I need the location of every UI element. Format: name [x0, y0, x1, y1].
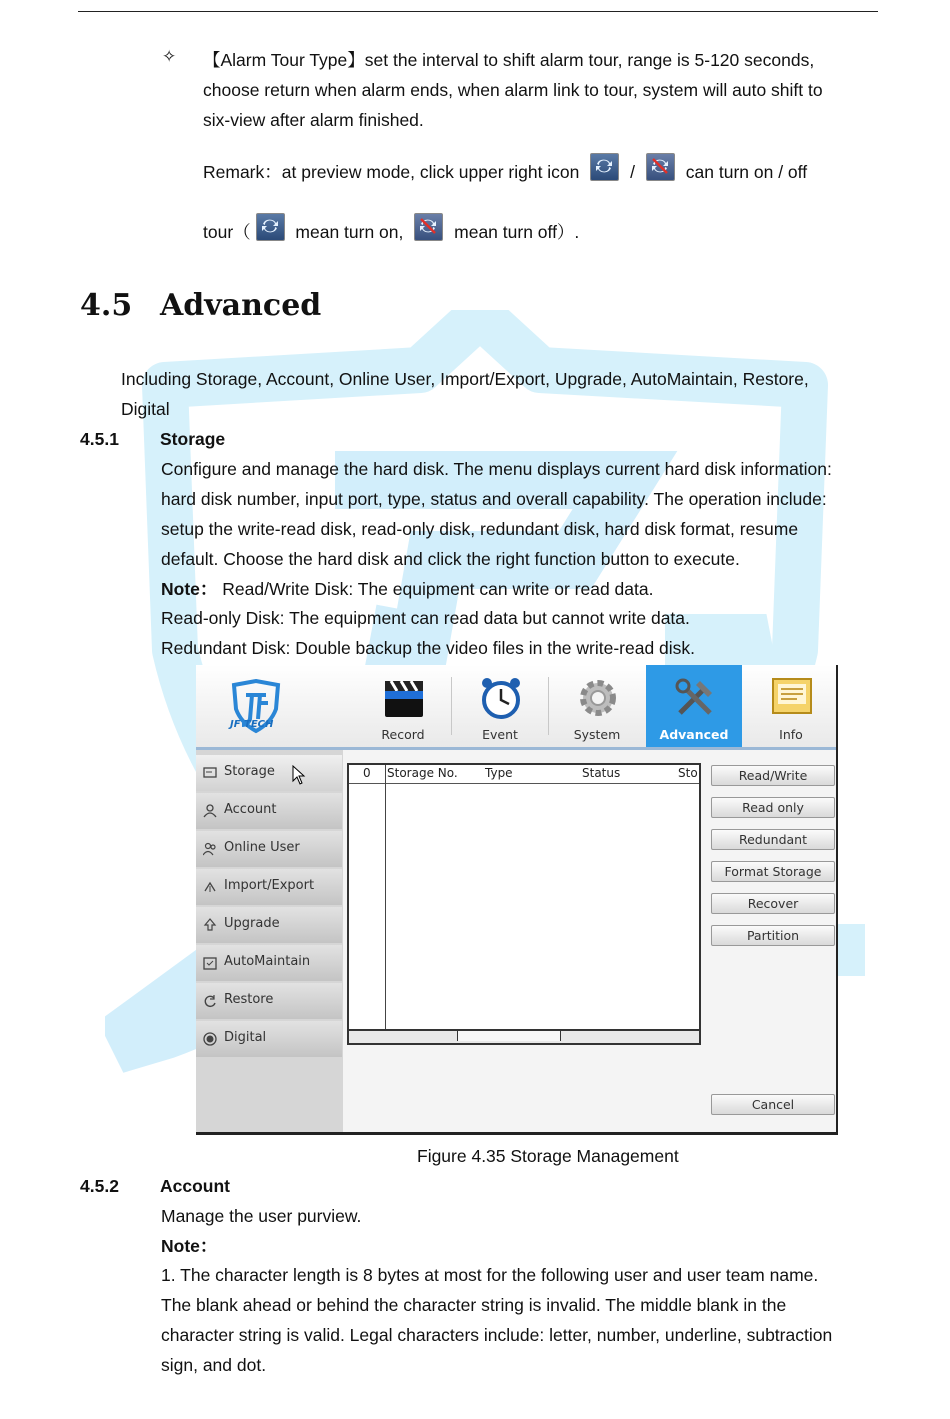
section-title: Advanced	[160, 288, 322, 323]
sidebar-item-restore[interactable]	[196, 983, 342, 1019]
table-header	[349, 765, 699, 784]
gear-icon	[575, 675, 621, 721]
sidebar-item-label: Online User	[224, 840, 300, 855]
storage-panel	[343, 750, 836, 1132]
nav-advanced[interactable]	[646, 665, 742, 747]
storage-note-line: Read-only Disk: The equipment can read data but cannot write data.	[161, 608, 690, 628]
user-icon	[203, 804, 217, 818]
tour-text-b: mean turn on,	[295, 222, 404, 242]
column-divider	[385, 765, 386, 1029]
sidebar-item-label: Upgrade	[224, 916, 280, 931]
storage-icon	[203, 766, 217, 780]
digital-icon	[203, 1032, 217, 1046]
account-note-line: sign, and dot.	[161, 1355, 267, 1375]
nav-label: Advanced	[659, 727, 729, 742]
nav-label: Event	[482, 727, 518, 742]
storage-note-line	[161, 574, 653, 604]
tour-on-icon	[256, 213, 285, 241]
nav-label: System	[573, 727, 621, 742]
read-write-button[interactable]: Read/Write	[711, 765, 835, 786]
remark-line	[203, 153, 807, 187]
sidebar-item-label: Import/Export	[224, 878, 315, 893]
logo-text: JF TECH	[230, 719, 274, 730]
sidebar-item-automaintain[interactable]	[196, 945, 342, 981]
storage-para-line: hard disk number, input port, type, status and overall capability. The operation include:	[161, 489, 827, 509]
account-note-line: 1. The character length is 8 bytes at most for the following user and user team name.	[161, 1265, 819, 1285]
format-storage-button[interactable]: Format Storage	[711, 861, 835, 882]
alarm-tour-line-3: six-view after alarm finished.	[203, 110, 424, 130]
sidebar-item-digital[interactable]	[196, 1021, 342, 1057]
tour-on-icon	[590, 153, 619, 181]
jf-tech-logo-icon	[226, 679, 286, 739]
nav-info[interactable]	[743, 665, 839, 747]
sidebar-item-label: Storage	[224, 764, 275, 779]
subsection-heading-account	[80, 1171, 230, 1201]
tour-off-icon	[414, 213, 443, 241]
storage-table	[347, 763, 701, 1045]
storage-para-line: default. Choose the hard disk and click the right function button to execute.	[161, 549, 740, 569]
nav-system[interactable]	[549, 665, 645, 747]
recover-button[interactable]: Recover	[711, 893, 835, 914]
scrollbar-thumb[interactable]	[457, 1031, 561, 1041]
redundant-button[interactable]: Redundant	[711, 829, 835, 850]
remark-slash: /	[630, 162, 636, 182]
subsection-number: 4.5.1	[80, 429, 119, 449]
sidebar-item-label: Account	[224, 802, 277, 817]
sidebar-item-label: Digital	[224, 1030, 267, 1045]
cancel-button[interactable]: Cancel	[711, 1094, 835, 1115]
note-text: Read/Write Disk: The equipment can write or read data.	[217, 579, 654, 599]
column-header: 0	[363, 766, 371, 780]
account-para-line: Manage the user purview.	[161, 1206, 362, 1226]
column-header: Type	[485, 766, 513, 780]
account-note-line: The blank ahead or behind the character string is invalid. The middle blank in the	[161, 1295, 787, 1315]
section-heading-advanced	[80, 288, 321, 323]
remark-suffix: can turn on / off	[685, 162, 808, 182]
partition-button[interactable]: Partition	[711, 925, 835, 946]
alarm-tour-line-2: choose return when alarm ends, when alarm link to tour, system will auto shift to	[203, 80, 823, 100]
storage-para-line: Configure and manage the hard disk. The menu displays current hard disk information:	[161, 459, 832, 479]
nav-label: Info	[779, 727, 803, 742]
sidebar-item-import-export[interactable]	[196, 869, 342, 905]
subsection-number: 4.5.2	[80, 1176, 119, 1196]
sidebar-item-online-user[interactable]	[196, 831, 342, 867]
sidebar	[196, 755, 342, 1059]
subsection-title: Storage	[160, 429, 226, 449]
figure-caption: Figure 4.35 Storage Management	[417, 1146, 679, 1166]
advanced-intro-line-1: Including Storage, Account, Online User, Import/Export, Upgrade, AutoMaintain, Restore,	[121, 369, 809, 389]
subsection-title: Account	[160, 1176, 230, 1196]
nav-event[interactable]	[452, 665, 548, 747]
storage-note-line: Redundant Disk: Double backup the video files in the write-read disk.	[161, 638, 696, 658]
users-icon	[203, 842, 217, 856]
tour-off-icon	[646, 153, 675, 181]
note-label: Note：	[161, 579, 218, 599]
upgrade-icon	[203, 918, 217, 932]
remark-text: Remark：at preview mode, click upper right icon	[203, 162, 580, 182]
mouse-cursor-icon	[292, 765, 306, 785]
tour-text-a: tour（	[203, 222, 251, 242]
horizontal-scrollbar[interactable]	[349, 1029, 699, 1043]
sidebar-item-label: AutoMaintain	[224, 954, 311, 969]
sidebar-item-account[interactable]	[196, 793, 342, 829]
column-header: Sto	[678, 766, 698, 780]
sidebar-item-upgrade[interactable]	[196, 907, 342, 943]
advanced-intro-line-2: Digital	[121, 399, 170, 419]
sidebar-item-label: Restore	[224, 992, 274, 1007]
storage-management-screenshot	[196, 665, 838, 1135]
tour-text-c: mean turn off）.	[454, 222, 580, 242]
section-number: 4.5	[80, 288, 133, 323]
calendar-icon	[203, 956, 217, 970]
alarm-tour-line-1: 【Alarm Tour Type】set the interval to shift alarm tour, range is 5-120 seconds,	[203, 50, 815, 70]
restore-icon	[203, 994, 217, 1008]
account-note-line: character string is valid. Legal characters include: letter, number, underline, subtraction	[161, 1325, 833, 1345]
alarm-clock-icon	[478, 675, 524, 721]
bullet-icon: ✧	[162, 47, 177, 66]
nav-record[interactable]	[355, 665, 451, 747]
sidebar-item-storage[interactable]	[196, 755, 342, 791]
column-header: Status	[582, 766, 621, 780]
column-header: Storage No.	[387, 766, 458, 780]
clapperboard-icon	[381, 675, 427, 721]
tour-line	[203, 213, 579, 247]
nav-label: Record	[381, 727, 425, 742]
tools-icon	[672, 675, 718, 721]
app-header	[196, 665, 836, 750]
storage-para-line: setup the write-read disk, read-only disk, redundant disk, hard disk format, resume	[161, 519, 799, 539]
subsection-heading-storage	[80, 424, 225, 454]
read-only-button[interactable]: Read only	[711, 797, 835, 818]
note-label: Note：	[161, 1236, 218, 1256]
info-document-icon	[769, 675, 815, 721]
import-export-icon	[203, 880, 217, 894]
